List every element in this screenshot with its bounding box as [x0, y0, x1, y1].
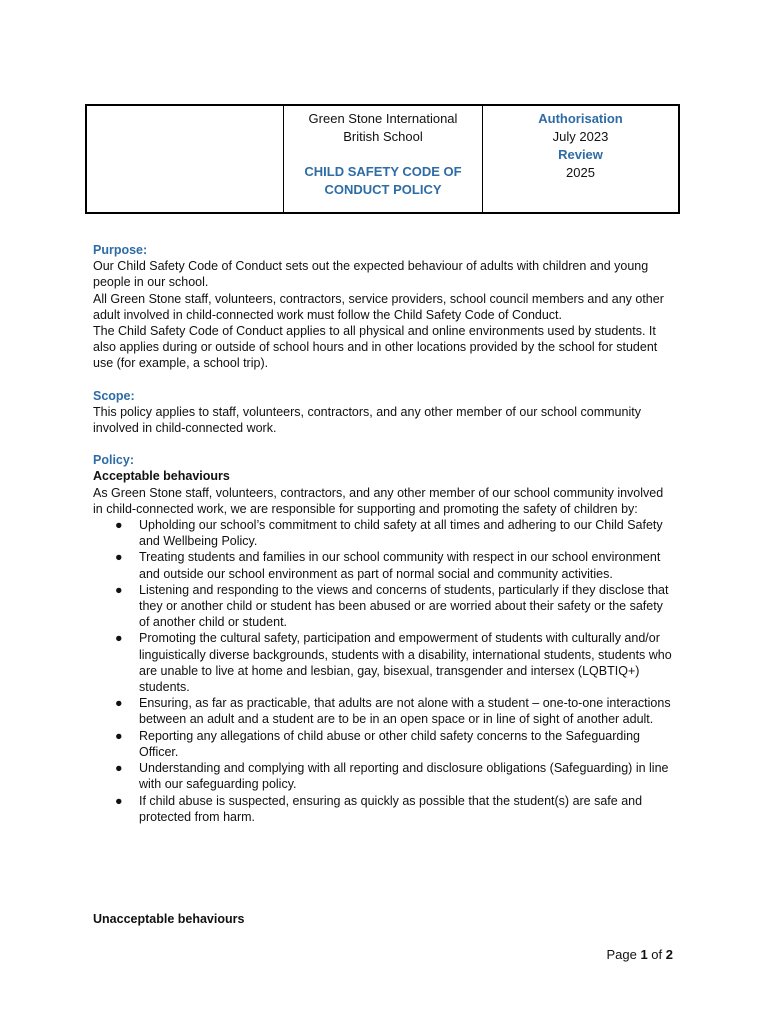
title-cell — [284, 106, 483, 212]
list-item-text: Listening and responding to the views and concerns of students, particularly if they disclose that they or another child or student has been abused or are worried about their safety or the safety of another child or student. — [139, 582, 669, 630]
list-item-text: Understanding and complying with all reporting and disclosure obligations (Safeguarding) in line with our safeguarding policy. — [139, 761, 669, 792]
authorisation-label: Authorisation — [538, 111, 623, 126]
policy-heading: Policy: — [93, 453, 134, 468]
school-name-line1: Green Stone International — [308, 111, 458, 126]
school-name-line2: British School — [343, 129, 423, 144]
bullet-icon: ● — [115, 518, 123, 533]
review-label: Review — [558, 147, 603, 162]
header-table — [85, 104, 680, 214]
list-item — [93, 760, 673, 792]
list-item-text: Promoting the cultural safety, participation and empowerment of students with culturally and/or linguistically diverse backgrounds, students with a disability, international students, students who are unable to live at home and lesbian, gay, bisexual, transgender and intersex (LQBTIQ+) students. — [139, 631, 672, 695]
bullet-icon: ● — [115, 696, 123, 711]
purpose-paragraph-3: The Child Safety Code of Conduct applies to all physical and online environments used by students. It also applies during or outside of school hours and in other locations provided by the school for student use (for example, a school trip). — [93, 324, 658, 371]
policy-title-line2: CONDUCT POLICY — [324, 182, 442, 197]
scope-paragraph: This policy applies to staff, volunteers, contractors, and any other member of our school community involved in child-connected work. — [93, 404, 641, 436]
list-item — [93, 549, 673, 581]
authorisation-date: July 2023 — [552, 129, 609, 144]
bullet-icon: ● — [115, 793, 123, 808]
document-body — [93, 242, 673, 825]
policy-title-line1: CHILD SAFETY CODE OF — [304, 164, 462, 179]
page-current: 1 — [640, 947, 648, 962]
acceptable-behaviours-heading: Acceptable behaviours — [93, 469, 230, 484]
list-item — [93, 695, 673, 727]
list-item — [93, 793, 673, 825]
logo-cell — [87, 106, 284, 212]
list-item-text: Reporting any allegations of child abuse or other child safety concerns to the Safeguarding Officer. — [139, 728, 641, 759]
list-item — [93, 630, 673, 695]
page-of-label: of — [651, 947, 663, 962]
page-label: Page — [606, 947, 637, 962]
bullet-icon: ● — [115, 728, 123, 743]
dates-cell — [483, 106, 678, 212]
page-total: 2 — [665, 947, 673, 962]
list-item-text: Upholding our school’s commitment to child safety at all times and adhering to our Child Safety and Wellbeing Policy. — [139, 518, 663, 549]
bullet-icon: ● — [115, 550, 123, 565]
policy-intro: As Green Stone staff, volunteers, contractors, and any other member of our school community involved in child-connected work, we are responsible for supporting and promoting the safety of children by: — [93, 485, 664, 516]
page-number — [606, 947, 673, 963]
acceptable-behaviours-list — [93, 517, 673, 825]
list-item — [93, 517, 673, 549]
bullet-icon: ● — [115, 631, 123, 646]
bullet-icon: ● — [115, 761, 123, 776]
list-item — [93, 728, 673, 760]
purpose-paragraph-2: All Green Stone staff, volunteers, contractors, service providers, school council members and any other adult involved in child-connected work must follow the Child Safety Code of Conduct. — [93, 291, 664, 322]
purpose-heading: Purpose: — [93, 243, 148, 257]
scope-heading: Scope: — [93, 388, 135, 403]
list-item-text: If child abuse is suspected, ensuring as quickly as possible that the student(s) are safe and protected from harm. — [139, 793, 643, 824]
unacceptable-behaviours-heading: Unacceptable behaviours — [93, 912, 245, 926]
purpose-paragraph-1: Our Child Safety Code of Conduct sets out the expected behaviour of adults with children and young people in our school. — [93, 259, 649, 290]
list-item — [93, 582, 673, 631]
list-item-text: Treating students and families in our school community with respect in our school environment and outside our school environment as part of normal social and community activities. — [139, 550, 661, 581]
list-item-text: Ensuring, as far as practicable, that adults are not alone with a student – one-to-one interactions between an adult and a student are to be in an open space or in line of sight of another adult. — [139, 696, 671, 727]
review-date: 2025 — [566, 165, 595, 180]
bullet-icon: ● — [115, 582, 123, 597]
